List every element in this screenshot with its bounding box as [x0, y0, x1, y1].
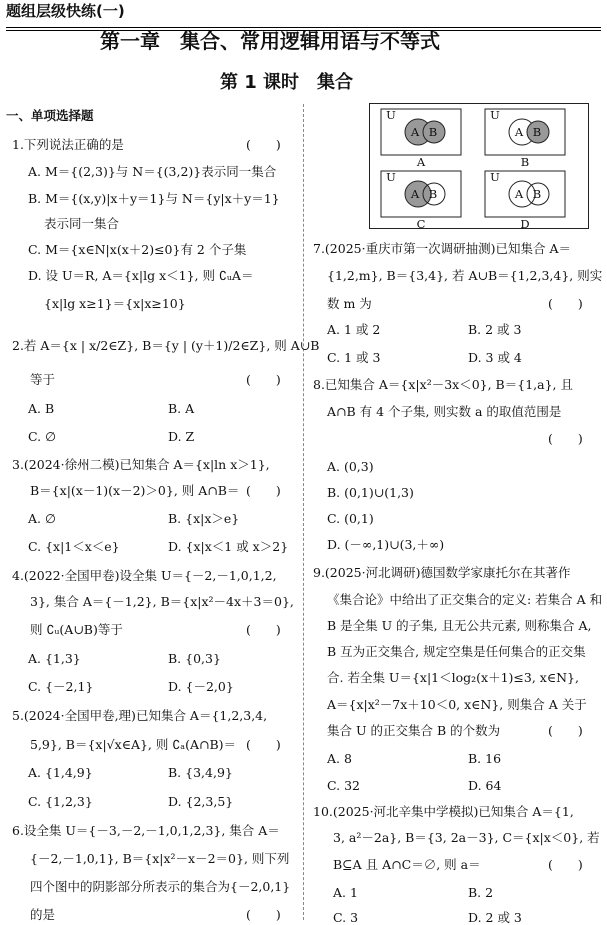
answer-option: D. 64	[468, 778, 502, 793]
question-line: 6.设全集 U＝{－3,－2,－1,0,1,2,3}, 集合 A＝	[12, 823, 280, 838]
section-heading: 一、单项选择题	[6, 108, 94, 123]
set-b-label: B	[428, 187, 438, 201]
answer-option: A. {1,3}	[28, 651, 81, 666]
question-line: 集合 U 的正交集合 B 的个数为	[327, 723, 501, 738]
answer-option: C. {－2,1}	[28, 679, 94, 694]
question-line: 9.(2025·河北调研)德国数学家康托尔在其著作	[313, 565, 571, 580]
universal-label-a: U	[386, 108, 396, 122]
answer-option: B. {3,4,9}	[168, 765, 233, 780]
answer-option: D. {2,3,5}	[168, 794, 234, 809]
set-b-label: B	[532, 187, 542, 201]
answer-blank: ( )	[548, 431, 583, 446]
question-line: A＝{x|x²－7x＋10＜0, x∈N}, 则集合 A 关于	[327, 697, 587, 712]
set-a-label: A	[514, 187, 524, 201]
answer-option: A. 1 或 2	[327, 322, 381, 337]
lesson-title: 第 1 课时 集合	[220, 72, 354, 93]
answer-blank: ( )	[548, 723, 583, 738]
question-line: C. M＝{x∈N|x(x＋2)≤0}有 2 个子集	[28, 242, 247, 257]
question-line: D. 设 U＝R, A＝{x|lg x＜1}, 则 ∁ᵤA＝	[28, 268, 254, 283]
chapter-title: 第一章 集合、常用逻辑用语与不等式	[100, 29, 440, 53]
column-divider	[303, 104, 304, 920]
answer-option: D. Z	[168, 429, 195, 444]
question-line: B⊆A 且 A∩C＝∅, 则 a＝	[333, 857, 481, 872]
question-line: 5,9}, B＝{x|√x∈A}, 则 ∁ₐ(A∩B)＝	[30, 737, 237, 752]
answer-option: A. B	[28, 401, 55, 416]
set-a-label: A	[410, 125, 420, 139]
question-line: B 是全集 U 的子集, 且无公共元素, 则称集合 A,	[327, 618, 592, 633]
answer-option: D. 2 或 3	[468, 910, 522, 925]
question-line: 数 m 为	[327, 296, 372, 311]
figure-caption-c: C	[416, 217, 426, 231]
answer-blank: ( )	[246, 483, 281, 498]
question-line: 则 ∁ᵤ(A∪B)等于	[30, 622, 123, 637]
question-line: 表示同一集合	[44, 216, 120, 231]
question-line: {1,2,m}, B＝{3,4}, 若 A∪B＝{1,2,3,4}, 则实	[327, 268, 603, 283]
answer-option: A. {1,4,9}	[28, 765, 93, 780]
question-line: 的是	[30, 907, 56, 922]
answer-option: C. 1 或 3	[327, 350, 381, 365]
universal-label-c: U	[386, 170, 396, 184]
question-line: 3}, 集合 A＝{－1,2}, B＝{x|x²－4x＋3＝0},	[30, 594, 294, 609]
answer-option: B. {0,3}	[168, 651, 221, 666]
question-line: 3, a²－2a}, B＝{3, 2a－3}, C＝{x|x＜0}, 若	[333, 830, 600, 845]
question-line: 合. 若全集 U＝{x|1＜log₂(x＋1)≤3, x∈N},	[327, 670, 579, 685]
question-line: B 互为正交集合, 规定空集是任何集合的正交集	[327, 644, 586, 659]
question-line: 2.若 A＝{x | x/2∈Z}, B＝{y | (y＋1)/2∈Z}, 则 A∪B	[12, 338, 320, 353]
answer-blank: ( )	[246, 622, 281, 637]
question-line: B. M＝{(x,y)|x＋y＝1}与 N＝{y|x＋y＝1}	[28, 191, 280, 206]
universal-label-d: U	[490, 170, 500, 184]
answer-option: C. {1,2,3}	[28, 794, 93, 809]
series-title: 题组层级快练(一)	[6, 2, 125, 20]
answer-option: C. ∅	[28, 429, 56, 444]
answer-option: B. 2	[468, 885, 494, 900]
question-line: B＝{x|(x－1)(x－2)＞0}, 则 A∩B＝	[30, 483, 240, 498]
answer-option: B. 16	[468, 751, 502, 766]
figure-caption-a: A	[416, 155, 426, 169]
answer-blank: ( )	[246, 737, 281, 752]
set-a-label: A	[514, 125, 524, 139]
question-line: 3.(2024·徐州二模)已知集合 A＝{x|ln x＞1},	[12, 457, 270, 472]
set-b-label: B	[428, 125, 438, 139]
answer-blank: ( )	[548, 857, 583, 872]
question-line: 5.(2024·全国甲卷,理)已知集合 A＝{1,2,3,4,	[12, 708, 268, 723]
question-line: A∩B 有 4 个子集, 则实数 a 的取值范围是	[327, 404, 562, 419]
answer-option: D. {－2,0}	[168, 679, 234, 694]
question-line: 《集合论》中给出了正交集合的定义: 若集合 A 和	[327, 592, 603, 607]
set-a-label: A	[410, 187, 420, 201]
question-line: 四个图中的阴影部分所表示的集合为{－2,0,1}	[30, 879, 291, 894]
question-line: 4.(2022·全国甲卷)设全集 U＝{－2,－1,0,1,2,	[12, 568, 277, 583]
set-b-label: B	[532, 125, 542, 139]
answer-option: A. ∅	[28, 511, 56, 526]
question-line: 10.(2025·河北辛集中学模拟)已知集合 A＝{1,	[313, 804, 574, 819]
header-rule	[6, 27, 601, 28]
question-line: A. M＝{(2,3)}与 N＝{(3,2)}表示同一集合	[28, 164, 277, 179]
answer-option: A. 1	[333, 885, 358, 900]
question-line: 7.(2025·重庆市第一次调研抽测)已知集合 A＝	[313, 241, 571, 256]
answer-option: B. {x|x＞e}	[168, 511, 240, 526]
answer-option: C. 3	[333, 910, 359, 925]
answer-option: B. 2 或 3	[468, 322, 522, 337]
question-line: 1.下列说法正确的是	[12, 137, 124, 152]
answer-blank: ( )	[246, 137, 281, 152]
figure-caption-b: B	[520, 155, 530, 169]
answer-option: D. {x|x＜1 或 x＞2}	[168, 539, 289, 554]
question-line: 等于	[30, 372, 56, 387]
answer-option: C. 32	[327, 778, 360, 793]
answer-option: C. {x|1＜x＜e}	[28, 539, 120, 554]
venn-figure-panel	[369, 103, 589, 229]
answer-blank: ( )	[548, 296, 583, 311]
answer-blank: ( )	[246, 372, 281, 387]
question-line: {－2,－1,0,1}, B＝{x|x²－x－2＝0}, 则下列	[30, 851, 290, 866]
question-line: D. (－∞,1)∪(3,＋∞)	[327, 537, 445, 552]
question-line: 8.已知集合 A＝{x|x²－3x＜0}, B＝{1,a}, 且	[313, 377, 573, 392]
answer-option: D. 3 或 4	[468, 350, 522, 365]
question-line: B. (0,1)∪(1,3)	[327, 485, 414, 500]
answer-option: A. 8	[327, 751, 352, 766]
question-line: A. (0,3)	[327, 459, 374, 474]
answer-blank: ( )	[246, 907, 281, 922]
figure-caption-d: D	[520, 217, 530, 231]
question-line: {x|lg x≥1}＝{x|x≥10}	[44, 296, 186, 311]
question-line: C. (0,1)	[327, 511, 374, 526]
universal-label-b: U	[490, 108, 500, 122]
answer-option: B. A	[168, 401, 195, 416]
